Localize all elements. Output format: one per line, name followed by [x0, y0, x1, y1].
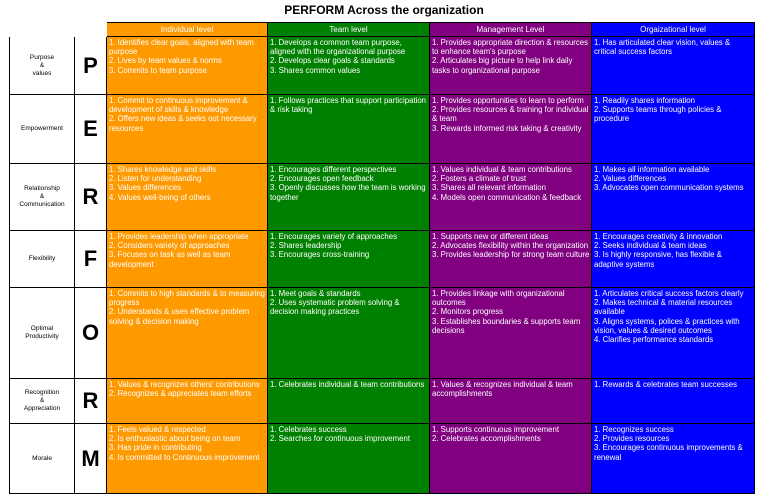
cell-individual: [107, 231, 268, 288]
perform-letter: F: [75, 231, 107, 288]
cell-line: 4. Is committed to Continuous improvement: [109, 452, 260, 462]
cell-team: [268, 379, 430, 424]
cell-line: 1. Supports continuous improvement: [432, 425, 559, 434]
row-label-text: Morale: [32, 454, 52, 462]
cell-line: 1. Commits to high standards & to measuring progress: [109, 289, 266, 308]
perform-letter: M: [75, 424, 107, 494]
perform-letter: R: [75, 164, 107, 231]
cell-management: [430, 379, 592, 424]
row-label-text: Purpose & values: [29, 53, 55, 77]
cell-line: 4. Values well-being of others: [109, 192, 211, 202]
cell-line: 1. Values & recognizes others' contributions: [109, 380, 260, 389]
column-header-team: Team level: [268, 22, 430, 37]
row-label: [9, 37, 75, 95]
cell-line: 2. Listen for understanding: [109, 174, 202, 184]
cell-line: 3. Commits to team purpose: [109, 65, 207, 75]
cell-line: 1. Commit to continuous improvement & development of skills & knowledge: [109, 96, 248, 115]
cell-line: 2. Provides resources: [594, 434, 670, 444]
cell-team: [268, 231, 430, 288]
cell-line: 1. Values & recognizes individual & team accomplishments: [432, 380, 573, 399]
row-label: [9, 164, 75, 231]
cell-line: 2. Develops clear goals & standards: [270, 56, 395, 66]
cell-individual: [107, 288, 268, 379]
cell-line: 2. Provides resources & training for individual & team: [432, 105, 589, 124]
cell-team: [268, 95, 430, 164]
cell-line: 1. Provides linkage with organizational outcomes: [432, 289, 565, 308]
row-label-text: Recognition & Appreciation: [23, 389, 61, 412]
row-label-text: Flexibility: [28, 255, 56, 262]
cell-line: 1. Articulates critical success factors clearly: [594, 289, 744, 298]
cell-line: 3. Shares common values: [270, 65, 361, 75]
cell-line: 1. Celebrates individual & team contributions: [270, 380, 425, 389]
header-blank-cell: [75, 22, 107, 37]
cell-line: 1. Follows practices that support participation & risk taking: [270, 96, 427, 115]
cell-individual: [107, 95, 268, 164]
cell-management: [430, 164, 592, 231]
cell-individual: [107, 379, 268, 424]
cell-organizational: [592, 424, 755, 494]
perform-letter: R: [75, 379, 107, 424]
cell-line: 1. Values individual & team contributions: [432, 165, 572, 174]
column-header-organizational: Orgaizational level: [592, 22, 755, 37]
cell-individual: [107, 37, 268, 95]
cell-line: 1. Encourages different perspectives: [270, 165, 397, 174]
cell-line: 3. Values differences: [109, 183, 182, 193]
page-title: PERFORM Across the organization: [284, 3, 484, 17]
cell-organizational: [592, 231, 755, 288]
row-label: [9, 424, 75, 494]
cell-line: 3. Establishes boundaries & supports team decisions: [432, 316, 581, 335]
column-header-individual: Individual level: [107, 22, 268, 37]
cell-line: 2. Searches for continuous improvement: [270, 434, 410, 444]
cell-line: 1. Develops a common team purpose, aligned with the organizational purpose: [270, 38, 406, 57]
cell-line: 2. Uses systematic problem solving & decision making practices: [270, 298, 400, 317]
cell-line: 4. Models open communication & feedback: [432, 192, 582, 202]
cell-line: 3. Is highly responsive, has flexible & adaptive systems: [594, 250, 722, 269]
cell-line: 1. Identifies clear goals, aligned with team purpose: [109, 38, 254, 57]
perform-table: [9, 22, 755, 494]
cell-line: 1. Provides appropriate direction & resources to enhance team's purpose: [432, 38, 589, 57]
cell-line: 2. Celebrates accomplishments: [432, 434, 541, 444]
cell-line: 1. Shares knowledge and skills: [109, 165, 217, 174]
cell-line: 1. Provides opportunities to learn to perform: [432, 96, 584, 105]
cell-line: 4. Clarifies performance standards: [594, 335, 714, 345]
row-label-text: Optimal Productivity: [25, 325, 59, 340]
cell-management: [430, 95, 592, 164]
cell-line: 2. Articulates big picture to help link daily tasks to organizational purpose: [432, 56, 573, 75]
column-header-management: Management Level: [430, 22, 592, 37]
row-label-text: Empowerment: [21, 125, 63, 132]
cell-line: 3. Aligns systems, polices & practices with vision, values & desired outcomes: [594, 316, 740, 335]
cell-line: 1. Rewards & celebrates team successes: [594, 380, 738, 389]
cell-line: 1. Recognizes success: [594, 425, 674, 434]
cell-management: [430, 288, 592, 379]
cell-line: 3. Encourages cross-training: [270, 250, 370, 260]
row-label: [9, 379, 75, 424]
cell-line: 1. Has articulated clear vision, values & critical success factors: [594, 38, 731, 57]
row-label: [9, 95, 75, 164]
cell-line: 2. Fosters a climate of trust: [432, 174, 527, 184]
cell-team: [268, 37, 430, 95]
row-label-text: Relationship & Communication: [19, 185, 65, 208]
row-label: [9, 288, 75, 379]
cell-line: 2. Advocates flexibility within the organization: [432, 241, 589, 251]
cell-organizational: [592, 379, 755, 424]
cell-line: 2. Lives by team values & norms: [109, 56, 222, 66]
perform-letter: P: [75, 37, 107, 95]
cell-team: [268, 164, 430, 231]
cell-line: 2. Seeks individual & team ideas: [594, 241, 707, 251]
cell-line: 2. Monitors progress: [432, 307, 504, 317]
cell-line: 3. Has pride in contributing: [109, 443, 202, 453]
cell-line: 1. Encourages variety of approaches: [270, 232, 397, 241]
header-blank-cell: [9, 22, 75, 37]
cell-line: 2. Values differences: [594, 174, 667, 184]
cell-line: 2. Understands & uses effective problem solving & decision making: [109, 307, 250, 326]
cell-line: 3. Encourages continuous improvements & renewal: [594, 443, 743, 462]
cell-management: [430, 424, 592, 494]
cell-line: 2. Is enthusiastic about being on team: [109, 434, 241, 444]
cell-line: 3. Rewards informed risk taking & creativity: [432, 123, 582, 133]
cell-line: 1. Meet goals & standards: [270, 289, 361, 298]
cell-line: 3. Openly discusses how the team is working together: [270, 183, 426, 202]
cell-line: 1. Encourages creativity & innovation: [594, 232, 723, 241]
cell-line: 1. Celebrates success: [270, 425, 347, 434]
cell-team: [268, 424, 430, 494]
cell-line: 2. Shares leadership: [270, 241, 342, 251]
cell-line: 3. Focuses on task as well as team development: [109, 250, 231, 269]
cell-line: 3. Shares all relevant information: [432, 183, 546, 193]
cell-organizational: [592, 164, 755, 231]
cell-line: 1. Supports new or different ideas: [432, 232, 549, 241]
cell-line: 3. Provides leadership for strong team culture: [432, 250, 590, 260]
cell-line: 1. Provides leadership when appropriate: [109, 232, 249, 241]
cell-management: [430, 37, 592, 95]
row-label: [9, 231, 75, 288]
cell-organizational: [592, 95, 755, 164]
cell-line: 1. Readily shares information: [594, 96, 695, 105]
cell-individual: [107, 164, 268, 231]
cell-line: 2. Supports teams through policies & procedure: [594, 105, 722, 124]
cell-line: 2. Recognizes & appreciates team efforts: [109, 389, 252, 399]
cell-line: 3. Advocates open communication systems: [594, 183, 744, 193]
cell-organizational: [592, 37, 755, 95]
cell-line: 2. Offers new ideas & seeks out necessary resources: [109, 114, 257, 133]
cell-organizational: [592, 288, 755, 379]
cell-line: 2. Makes technical & material resources available: [594, 298, 733, 317]
perform-letter: O: [75, 288, 107, 379]
cell-individual: [107, 424, 268, 494]
cell-line: 1. Feels valued & respected: [109, 425, 206, 434]
cell-line: 2. Encourages open feedback: [270, 174, 374, 184]
cell-management: [430, 231, 592, 288]
perform-letter: E: [75, 95, 107, 164]
cell-team: [268, 288, 430, 379]
cell-line: 1. Makes all information available: [594, 165, 710, 174]
cell-line: 2. Considers variety of approaches: [109, 241, 230, 251]
